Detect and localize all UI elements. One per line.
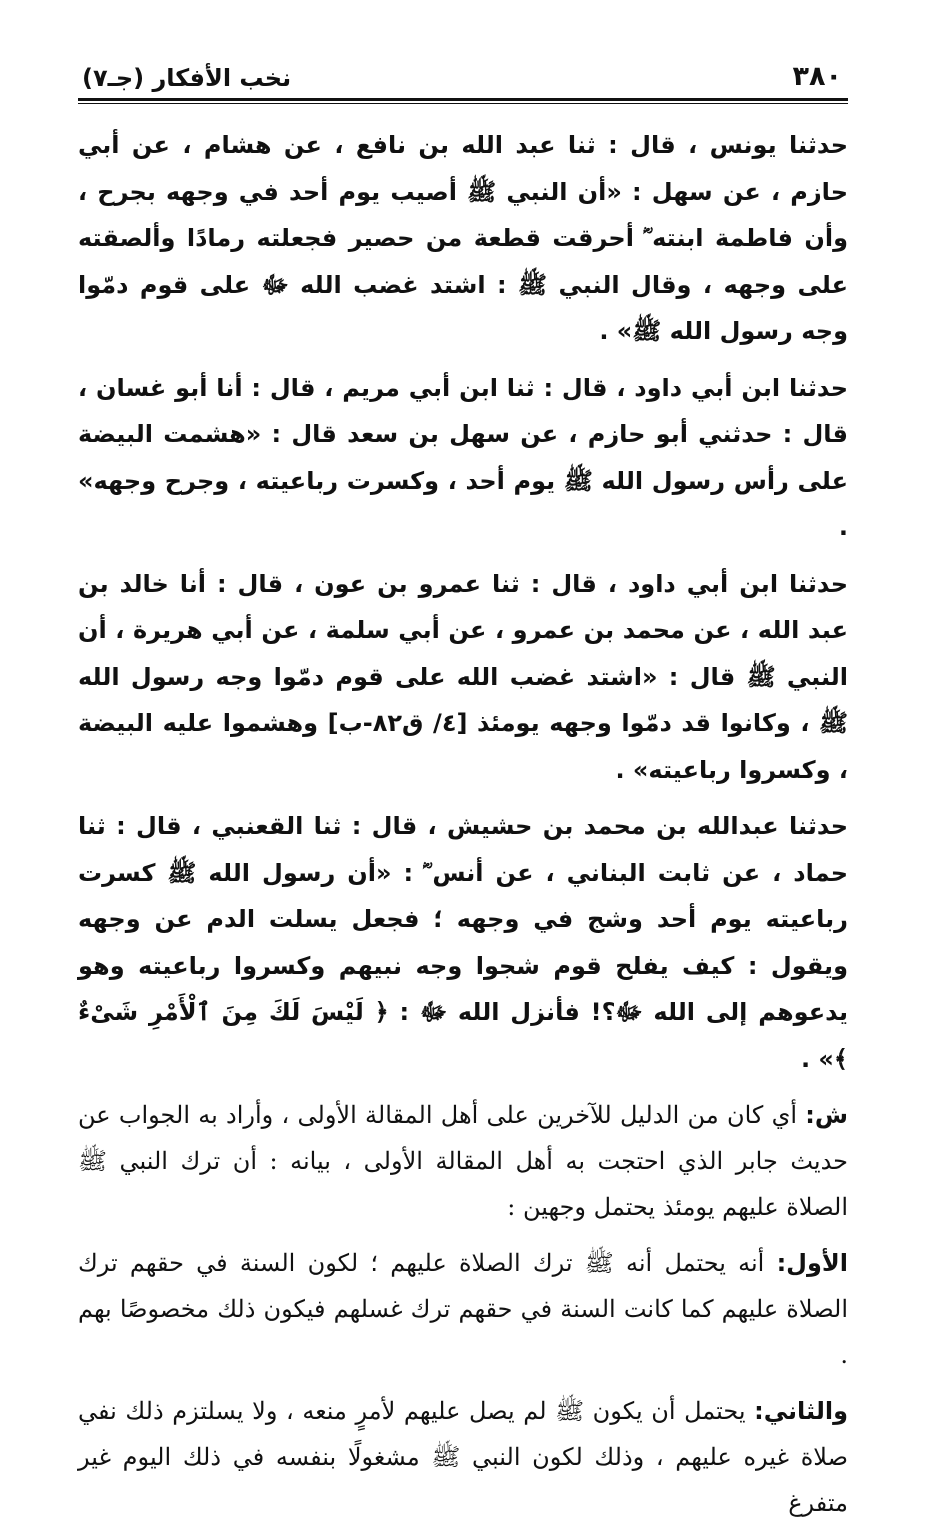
point-label-second: والثاني: xyxy=(754,1397,848,1425)
paragraph-text: أي كان من الدليل للآخرين على أهل المقالة الأولى ، وأراد به الجواب عن حديث جابر الذي احتجت به أهل المقالة الأولى ، بيانه : أن ترك النبي ﷺ الصلاة عليهم يومئذ يحتمل وجهين : xyxy=(78,1101,848,1221)
running-header xyxy=(78,40,848,98)
commentary-paragraph xyxy=(78,1388,848,1526)
paragraph-text: حدثنا يونس ، قال : ثنا عبد الله بن نافع ، عن هشام ، عن أبي حازم ، عن سهل : «أن النبي ﷺ أصيب يوم أحد في وجهه بجرح ، وأن فاطمة ابنته ؓ أحرقت قطعة من حصير فجعلته رمادًا وألصقته على وجهه ، وقال النبي ﷺ : اشتد غضب الله ﷻ على قوم دمّوا وجه رسول الله ﷺ» . xyxy=(78,131,848,345)
header-rule xyxy=(78,98,848,104)
point-label-first: الأول: xyxy=(776,1249,848,1277)
commentary-paragraph xyxy=(78,1092,848,1230)
hadith-paragraph xyxy=(78,365,848,551)
paragraph-text: حدثنا ابن أبي داود ، قال : ثنا ابن أبي مريم ، قال : أنا أبو غسان ، قال : حدثني أبو حازم ، عن سهل بن سعد قال : «هشمت البيضة على رأس رسول الله ﷺ يوم أحد ، وكسرت رباعيته ، وجرح وجهه» . xyxy=(78,373,848,541)
paragraph-text: يحتمل أن يكون ﷺ لم يصل عليهم لأمرٍ منعه ، ولا يسلتزم ذلك نفي صلاة غيره عليهم ، وذلك لكون النبي ﷺ مشغولًا بنفسه في ذلك اليوم غير متفرغ xyxy=(78,1397,848,1517)
hadith-paragraph xyxy=(78,561,848,794)
hadith-paragraph xyxy=(78,122,848,355)
page-body xyxy=(78,122,848,1526)
hadith-paragraph xyxy=(78,803,848,1082)
book-page xyxy=(78,40,849,1517)
book-title: نخب الأفكار (جـ٧) xyxy=(82,64,292,92)
paragraph-text: أنه يحتمل أنه ﷺ ترك الصلاة عليهم ؛ لكون السنة في حقهم ترك الصلاة عليهم كما كانت السنة في حقهم ترك غسلهم فيكون ذلك مخصوصًا بهم . xyxy=(78,1249,848,1369)
paragraph-text: حدثنا ابن أبي داود ، قال : ثنا عمرو بن عون ، قال : أنا خالد بن عبد الله ، عن محمد بن عمرو ، عن أبي سلمة ، عن أبي هريرة ، أن النبي ﷺ قال : «اشتد غضب الله على قوم دمّوا وجه رسول الله ﷺ ، وكانوا قد دمّوا وجهه يومئذ [٤/ ق٨٢-ب] وهشموا عليه البيضة ، وكسروا رباعيته» . xyxy=(78,569,849,784)
paragraph-text: حدثنا عبدالله بن محمد بن حشيش ، قال : ثنا القعنبي ، قال : ثنا حماد ، عن ثابت البناني ، عن أنس ؓ : «أن رسول الله ﷺ كسرت رباعيته يوم أحد وشج في وجهه ؛ فجعل يسلت الدم عن وجهه ويقول : كيف يفلح قوم شجوا وجه نبيهم وكسروا رباعيته وهو يدعوهم إلى الله ﷻ؟! فأنزل الله ﷻ : ﴿ لَيْسَ لَكَ مِنَ ٱلْأَمْرِ شَىْءٌ ﴾» . xyxy=(78,812,848,1073)
commentary-marker: ش: xyxy=(805,1101,848,1129)
page-number: ٣٨٠ xyxy=(792,61,842,92)
commentary-paragraph xyxy=(78,1240,848,1378)
